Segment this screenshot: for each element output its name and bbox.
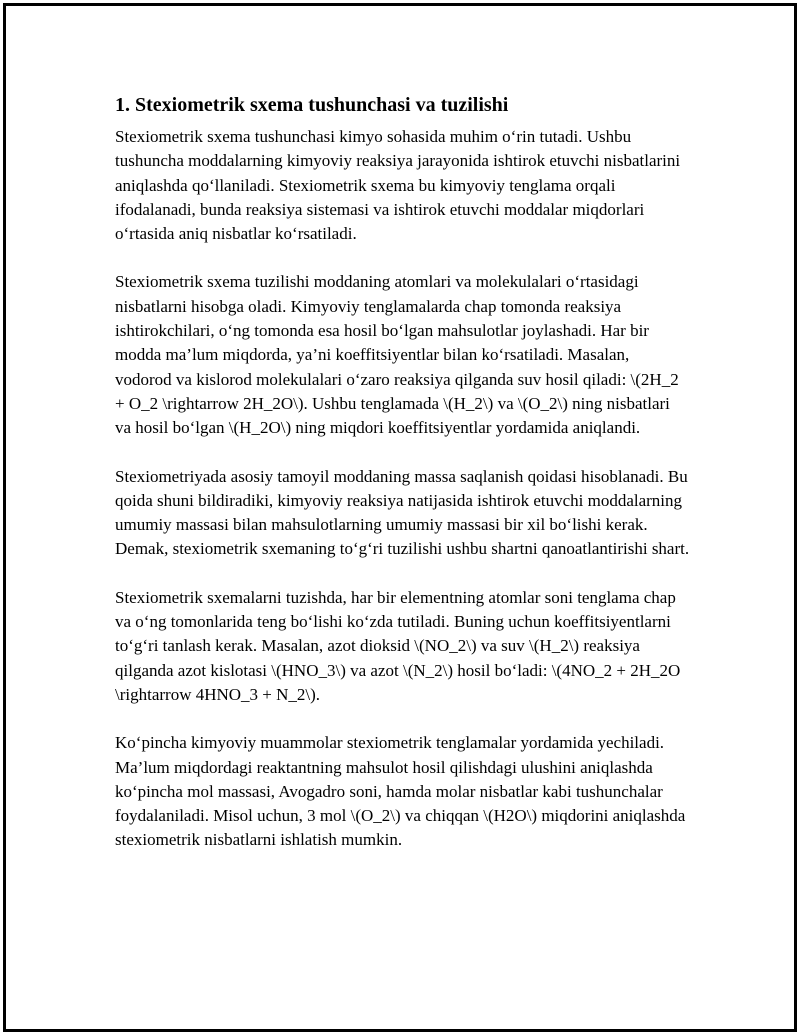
section-title: 1. Stexiometrik sxema tushunchasi va tuzilishi [115, 94, 509, 116]
paragraph-1: Stexiometrik sxema tushunchasi kimyo sohasida muhim o‘rin tutadi. Ushbu tushuncha moddalarning kimyoviy reaksiya jarayonida ishtirok etuvchi nisbatlarini aniqlashda qo‘llaniladi. Stexiometrik sxema bu kimyoviy tenglama orqali ifodalanadi, bunda reaksiya sistemasi va ishtirok etuvchi moddalar miqdorlari o‘rtasida aniq nisbatlar ko‘rsatiladi. [115, 127, 681, 244]
paragraph-2: Stexiometrik sxema tuzilishi moddaning atomlari va molekulalari o‘rtasidagi nisbatlarni hisobga oladi. Kimyoviy tenglamalarda chap tomonda reaksiya ishtirokchilari, o‘ng tomonda esa hosil bo‘lgan mahsulotlar joylashadi. Har bir modda ma’lum miqdorda, ya’ni koeffitsiyentlar bilan ko‘rsatiladi. Masalan, vodorod va kislorod molekulalari o‘zaro reaksiya qilganda suv hosil qiladi: \(2H_2 + O_2 \rightarrow 2H_2O\). Ushbu tenglamada \(H_2\) va \(O_2\) ning nisbatlari va hosil bo‘lgan \(H_2O\) ning miqdori koeffitsiyentlar yordamida aniqlandi. [115, 272, 679, 438]
document-body [115, 92, 690, 877]
paragraph-5: Ko‘pincha kimyoviy muammolar stexiometrik tenglamalar yordamida yechiladi. Ma’lum miqdordagi reaktantning mahsulot hosil qilishdagi ulushini aniqlashda ko‘pincha mol massasi, Avogadro soni, hamda molar nisbatlar kabi tushunchalar foydalaniladi. Misol uchun, 3 mol \(O_2\) va chiqqan \(H2O\) miqdorini aniqlashda stexiometrik nisbatlarni ishlatish mumkin. [115, 733, 686, 850]
paragraph-3: Stexiometriyada asosiy tamoyil moddaning massa saqlanish qoidasi hisoblanadi. Bu qoida shuni bildiradiki, kimyoviy reaksiya natijasida ishtirok etuvchi moddalarning umumiy massasi bilan mahsulotlarning umumiy massasi bir xil bo‘lishi kerak. Demak, stexiometrik sxemaning to‘g‘ri tuzilishi ushbu shartni qanoatlantirishi shart. [115, 466, 690, 559]
paragraph-4: Stexiometrik sxemalarni tuzishda, har bir elementning atomlar soni tenglama chap va o‘ng tomonlarida teng bo‘lishi ko‘zda tutiladi. Buning uchun koeffitsiyentlarni to‘g‘ri tanlash kerak. Masalan, azot dioksid \(NO_2\) va suv \(H_2\) reaksiya qilganda azot kislotasi \(HNO_3\) va azot \(N_2\) hosil bo‘ladi: \(4NO_2 + 2H_2O \rightarrow 4HNO_3 + N_2\). [115, 587, 681, 704]
